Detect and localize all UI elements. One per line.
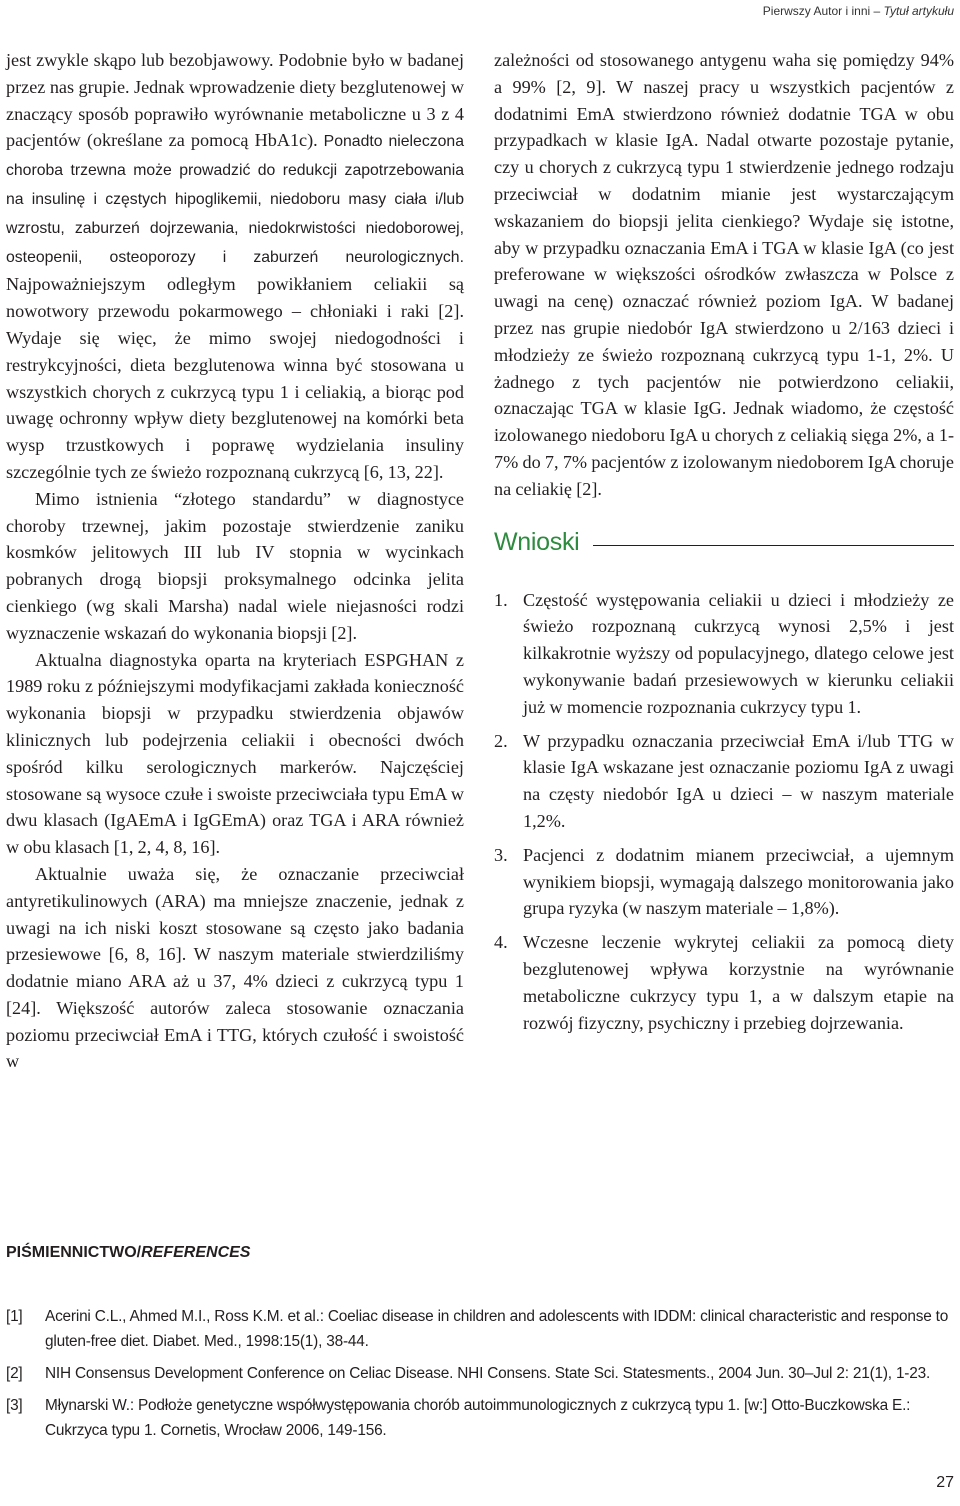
left-paragraph-1-part-b: Ponadto nieleczona choroba trzewna może prowadzić do redukcji zapotrzebowania na insulinę i częstych hipoglikemii, niedoboru masy ciała i/lub wzrostu, zaburzeń dojrzewania, niedokrwistości niedoborowej, osteopenii, osteoporozy i zaburzeń neurologicznych. (6, 133, 464, 266)
left-paragraph-1-part-c: Najpoważniejszym odległym powikłaniem celiakii są nowotwory przewodu pokarmowego – chłoniaki i raki [2]. (6, 274, 464, 322)
reference-number: [2] (6, 1365, 23, 1382)
conclusion-number: 2. (494, 730, 508, 751)
reference-text: Młynarski W.: Podłoże genetyczne współwystępowania chorób autoimmunologicznych z cukrzycą typu 1. [w:] Otto-Buczkowska E.: Cukrzyca typu 1. Cornetis, Wrocław 2006, 149-156. (45, 1397, 911, 1439)
running-header (763, 4, 954, 18)
conclusion-number: 3. (494, 844, 508, 865)
references-heading (6, 1244, 250, 1262)
left-paragraph-1-part-d: Wydaje się więc, że mimo swojej niedogodności i restrykcyjności, dieta bezglutenowa winna być stosowana u wszystkich chorych z cukrzycą typu 1 i celiakią, a biorąc pod uwagę ochronny wpływ diety bezglutenowej na komórki beta wysp trzustkowych i poprawę wydzielania insuliny szczególnie tych ze świeżo rozpoznaną cukrzycą [6, 13, 22]. (6, 327, 464, 482)
references-list (6, 1304, 956, 1450)
heading-rule (593, 545, 954, 546)
reference-item (6, 1361, 956, 1386)
conclusions-list (494, 587, 954, 1037)
left-paragraph-2: Mimo istnienia “złotego standardu” w diagnostyce choroby trzewnej, jakim pozostaje stwierdzenie zaniku kosmków jelitowych III lub IV stopnia w wycinkach pobranych drogą biopsji proksymalnego odcinka jelita cienkiego (wg skali Marsha) nadal wiele niejasności rodzi wyznaczenie wskazań do wykonania biopsji [2]. (6, 488, 464, 643)
reference-number: [1] (6, 1308, 23, 1325)
conclusion-text: Częstość występowania celiakii u dzieci i młodzieży ze świeżo rozpoznaną cukrzycą wynosi 2,5% i jest kilkakrotnie wyższy od populacyjnego, dlatego celowe jest wykonywanie badań przesiewowych w kierunku celiakii już w momencie rozpoznania cukrzycy typu 1. (523, 589, 954, 717)
left-column (6, 47, 464, 1075)
conclusion-number: 4. (494, 932, 508, 953)
references-heading-main: PIŚMIENNICTWO/ (6, 1244, 142, 1261)
conclusion-text: Wczesne leczenie wykrytej celiakii za pomocą diety bezglutenowej wpływa korzystnie na wyrównanie metaboliczne cukrzycy typu 1, a w dalszym etapie na rozwój fizyczny, psychiczny i przebieg dojrzewania. (523, 932, 954, 1033)
running-header-title: Tytuł artykułu (883, 4, 954, 18)
conclusion-number: 1. (494, 589, 508, 610)
conclusion-item (494, 842, 954, 922)
reference-item (6, 1304, 956, 1354)
left-paragraph-1-part-a: jest zwykle skąpo lub bezobjawowy. Podobnie było w badanej przez nas grupie. Jednak wprowadzenie diety bezglutenowej w znaczący sposób poprawiło wyrównanie metaboliczne u 3 z 4 pacjentów (określane za pomocą HbA1c). (6, 50, 464, 151)
left-paragraph-3: Aktualna diagnostyka oparta na kryteriach ESPGHAN z 1989 roku z późniejszymi modyfikacjami zakłada konieczność wykonania biopsji w przypadku stwierdzenia objawów klinicznych lub podejrzenia celiakii i obecności dwóch spośród kilku serologicznych markerów. Najczęściej stosowane są wysoce czułe i swoiste przeciwciała typu EmA w dwu klasach (IgAEmA i IgGEmA) oraz TGA i ARA również w obu klasach [1, 2, 4, 8, 16]. (6, 649, 464, 858)
references-heading-italic: REFERENCES (141, 1244, 251, 1261)
conclusion-text: Pacjenci z dodatnim mianem przeciwciał, a ujemnym wynikiem biopsji, wymagają dalszego monitorowania jako grupa ryzyka (w naszym materiale – 1,8%). (523, 844, 954, 919)
conclusion-item (494, 587, 954, 721)
running-header-separator: – (873, 4, 881, 18)
running-header-authors: Pierwszy Autor i inni (762, 4, 871, 18)
conclusion-item (494, 728, 954, 835)
conclusions-heading (494, 527, 954, 557)
reference-item (6, 1393, 956, 1443)
page-number: 27 (936, 1474, 954, 1491)
right-paragraph-1: zależności od stosowanego antygenu waha się pomiędzy 94% a 99% [2, 9]. W naszej pracy u wszystkich pacjentów z dodatnimi EmA stwierdzono również dodatnie TGA w obu przypadkach w klasie IgA. Nadal otwarte pozostaje pytanie, czy u chorych z cukrzycą typu 1 stwierdzenie jednego rodzaju przeciwciał w dodatnim mianie jest wystarczającym wskazaniem do biopsji jelita cienkiego? Wydaje się istotne, aby w przypadku oznaczania EmA i TGA w klasie IgA (co jest preferowane w większości ośrodków zwłaszcza w Polsce z uwagi na cenę) oznaczać również poziom IgA. W badanej przez nas grupie niedobór IgA stwierdzono u 2/163 dzieci i młodzieży ze świeżo rozpoznaną cukrzycą typu 1-1, 2%. U żadnego z tych pacjentów nie potwierdzono celiakii, oznaczając TGA w klasie IgG. Jednak wiadomo, że częstość izolowanego niedoboru IgA u chorych z celiakią sięga 2%, a 1-7% do 7, 7% pacjentów z izolowanym niedoborem IgA choruje na celiakię [2]. (494, 50, 954, 499)
reference-number: [3] (6, 1397, 23, 1414)
right-column (494, 47, 954, 1043)
left-paragraph-1 (6, 47, 464, 486)
conclusion-item (494, 929, 954, 1036)
reference-text: NIH Consensus Development Conference on Celiac Disease. NHI Consens. State Sci. Statesments., 2004 Jun. 30–Jul 2: 21(1), 1-23. (45, 1365, 931, 1382)
section-title: Wnioski (494, 527, 580, 556)
conclusion-text: W przypadku oznaczania przeciwciał EmA i/lub TTG w klasie IgA wskazane jest oznaczanie poziomu IgA z uwagi na częsty niedobór IgA u dzieci – w naszym materiale 1,2%. (523, 730, 954, 831)
left-paragraph-4: Aktualnie uważa się, że oznaczanie przeciwciał antyretikulinowych (ARA) ma mniejsze znaczenie, jednak z uwagi na ich niski koszt stosowane są często jako badania przesiewowe [6, 8, 16]. W naszym materiale stwierdziliśmy dodatnie miano ARA aż u 37, 4% dzieci z cukrzycą typu 1 [24]. Większość autorów zaleca stosowanie oznaczania poziomu przeciwciał EmA i TTG, których czułość i swoistość w (6, 863, 464, 1072)
reference-text: Acerini C.L., Ahmed M.I., Ross K.M. et al.: Coeliac disease in children and adolescents with IDDM: clinical characteristic and response to gluten-free diet. Diabet. Med., 1998:15(1), 38-44. (45, 1308, 949, 1350)
